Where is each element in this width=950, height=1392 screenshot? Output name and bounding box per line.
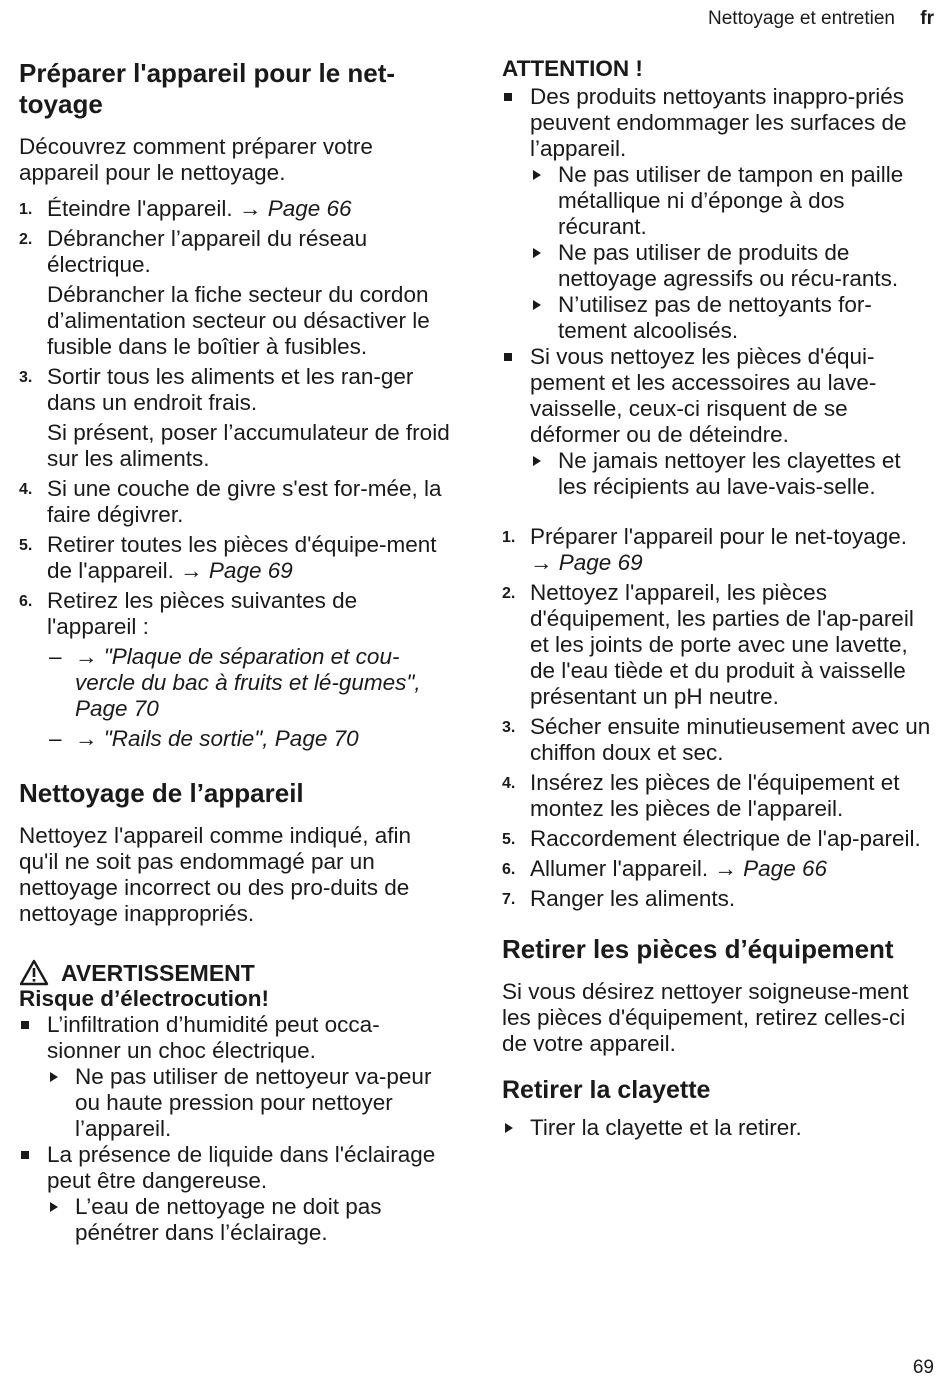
page-reference-link[interactable]: Page 66 (267, 196, 352, 221)
cleaning-step (502, 856, 934, 882)
square-bullet-icon (504, 353, 512, 361)
warning-subitem (47, 1064, 451, 1142)
step-text: Ranger les aliments. (530, 886, 736, 911)
attention-subitem (530, 292, 934, 344)
triangle-bullet-icon (50, 1202, 58, 1212)
remove-shelf-step (502, 1115, 934, 1141)
step-number: 2. (19, 231, 33, 248)
step-note: Débrancher la fiche secteur du cordon d’alimentation secteur ou désactiver le fusible dans le boîtier à fusibles. (47, 282, 430, 359)
square-bullet-icon (21, 1151, 29, 1159)
remove-shelf-title: Retirer la clayette (502, 1076, 711, 1104)
step-text: Raccordement électrique de l'ap-pareil. (530, 826, 921, 851)
step-text: Sortir tous les aliments et les ran-ger dans un endroit frais. (47, 364, 414, 415)
step-text: Nettoyez l'appareil, les pièces d'équipement, les parties de l'ap-pareil et les joints de porte avec une lavette, de l'eau tiède et du produit à vaisselle présentant un pH neutre. (530, 580, 914, 709)
arrow-right-icon: → (238, 196, 262, 221)
cleaning-step (502, 714, 934, 766)
prep-step (19, 588, 451, 752)
dash-bullet: – (49, 644, 62, 669)
warning-item (19, 1142, 451, 1246)
running-header (708, 8, 934, 30)
step-number: 6. (19, 593, 33, 610)
left-column (19, 56, 451, 1246)
cleaning-step (502, 580, 934, 710)
attention-item-text: Si vous nettoyez les pièces d'équi-pement et les accessoires au lave-vaisselle, ceux-ci risquent de se déformer ou de déteindre. (530, 344, 877, 447)
step-number: 2. (502, 585, 516, 602)
warning-sublist (47, 1194, 451, 1246)
step-note: Si présent, poser l’accumulateur de froid sur les aliments. (47, 420, 450, 471)
warning-subtitle: Risque d’électrocution! (19, 986, 270, 1011)
step-text: Retirez les pièces suivantes de l'appareil : (47, 588, 358, 639)
step-number: 7. (502, 891, 516, 908)
warning-item (19, 1012, 451, 1142)
step-number: 3. (502, 719, 516, 736)
prep-title: Préparer l'appareil pour le net- toyage (19, 58, 396, 119)
step-number: 4. (19, 481, 33, 498)
attention-item (502, 84, 934, 344)
attention-item-text: Des produits nettoyants inappro-priés peuvent endommager les surfaces de l’appareil. (530, 84, 907, 161)
step-text: Retirer toutes les pièces d'équipe-ment de l'appareil. (47, 532, 437, 583)
cleaning-intro: Nettoyez l'appareil comme indiqué, afin qu'il ne soit pas endommagé par un nettoyage incorrect ou des pro-duits de nettoyage inappropriés. (19, 823, 412, 926)
prep-step (19, 476, 451, 528)
attention-subitem (530, 162, 934, 240)
attention-title: ATTENTION ! (502, 56, 643, 81)
triangle-bullet-icon (50, 1072, 58, 1082)
triangle-bullet-icon (505, 1123, 513, 1133)
cleaning-step (502, 886, 934, 912)
warning-title: AVERTISSEMENT (61, 959, 255, 986)
step-text: Insérez les pièces de l'équipement et montez les pièces de l'appareil. (530, 770, 900, 821)
arrow-right-icon: → (180, 558, 203, 583)
page-reference-link[interactable]: Page 69 (208, 558, 293, 583)
cleaning-step (502, 770, 934, 822)
cleaning-step (502, 826, 934, 852)
cleaning-step (502, 524, 934, 576)
attention-sublist (530, 448, 934, 500)
step-number: 1. (19, 201, 33, 218)
step-number: 4. (502, 775, 516, 792)
prep-step (19, 196, 451, 222)
step-number: 6. (502, 861, 516, 878)
warning-sublist (47, 1064, 451, 1142)
attention-subitem (530, 448, 934, 500)
page-reference-link[interactable]: Page 66 (743, 856, 827, 881)
right-column (502, 56, 934, 1141)
warning-subitem-text: L’eau de nettoyage ne doit pas pénétrer dans l’éclairage. (75, 1194, 382, 1245)
step-number: 5. (19, 537, 33, 554)
prep-steps (19, 476, 451, 752)
warning-heading (19, 959, 451, 986)
warning-item-text: La présence de liquide dans l'éclairage peut être dangereuse. (47, 1142, 436, 1193)
step-number: 1. (502, 529, 516, 546)
step-text: Si une couche de givre s'est for-mée, la faire dégivrer. (47, 476, 442, 527)
triangle-bullet-icon (533, 170, 541, 180)
arrow-right-icon: → (75, 644, 98, 669)
warning-item-text: L’infiltration d’humidité peut occa-sionner un choc électrique. (47, 1012, 380, 1063)
warning-triangle-icon (19, 959, 49, 986)
prep-steps (19, 364, 451, 416)
square-bullet-icon (504, 93, 512, 101)
step-text: Sécher ensuite minutieusement avec un chiffon doux et sec. (530, 714, 931, 765)
step-text: Éteindre l'appareil. (47, 196, 233, 221)
page-reference-link[interactable]: Page 69 (558, 550, 643, 575)
arrow-right-icon: → (714, 856, 737, 881)
cross-reference-link[interactable]: "Rails de sortie", Page 70 (103, 726, 359, 751)
list-item[interactable] (47, 726, 451, 752)
attention-subitem-text: Ne pas utiliser de produits de nettoyage agressifs ou récu-rants. (558, 240, 899, 291)
triangle-bullet-icon (533, 248, 541, 258)
step-number: 5. (502, 831, 516, 848)
page-number: 69 (912, 1357, 934, 1378)
step-text: Allumer l'appareil. (530, 856, 709, 881)
square-bullet-icon (21, 1021, 29, 1029)
remove-shelf-step-text: Tirer la clayette et la retirer. (530, 1115, 802, 1140)
remove-parts-intro: Si vous désirez nettoyer soigneuse-ment les pièces d'équipement, retirez celles-ci de votre appareil. (502, 979, 909, 1056)
attention-sublist (530, 162, 934, 344)
attention-subitem-text: N’utilisez pas de nettoyants for-tement alcoolisés. (558, 292, 872, 343)
triangle-bullet-icon (533, 300, 541, 310)
cleaning-steps (502, 524, 934, 912)
prep-step (19, 364, 451, 416)
warning-subitem-text: Ne pas utiliser de nettoyeur va-peur ou haute pression pour nettoyer l’appareil. (75, 1064, 432, 1141)
arrow-right-icon: → (75, 726, 98, 751)
warning-subitem (47, 1194, 451, 1246)
dash-bullet: – (49, 726, 62, 751)
triangle-bullet-icon (533, 456, 541, 466)
step-text: Débrancher l’appareil du réseau électrique. (47, 226, 368, 277)
header-section-title: Nettoyage et entretien (708, 8, 895, 29)
arrow-right-icon: → (530, 550, 553, 575)
prep-step (19, 532, 451, 584)
attention-subitem-text: Ne pas utiliser de tampon en paille métallique ni d’éponge à dos récurant. (558, 162, 904, 239)
attention-subitem (530, 240, 934, 292)
attention-list (502, 84, 934, 500)
header-language: fr (920, 8, 934, 29)
warning-list (19, 1012, 451, 1246)
parts-sublist (47, 644, 451, 752)
step-number: 3. (19, 369, 33, 386)
cross-reference-link[interactable]: "Plaque de séparation et cou-vercle du bac à fruits et lé-gumes", Page 70 (75, 644, 421, 721)
prep-steps (19, 196, 451, 278)
attention-subitem-text: Ne jamais nettoyer les clayettes et les récipients au lave-vais-selle. (558, 448, 901, 499)
remove-shelf-steps (502, 1115, 934, 1141)
remove-parts-title: Retirer les pièces d’équipement (502, 934, 894, 964)
prep-intro: Découvrez comment préparer votre appareil pour le nettoyage. (19, 134, 373, 185)
list-item[interactable] (47, 644, 451, 722)
cleaning-title: Nettoyage de l’appareil (19, 778, 304, 808)
attention-item (502, 344, 934, 500)
step-text: Préparer l'appareil pour le net-toyage. (530, 524, 908, 549)
prep-step (19, 226, 451, 278)
